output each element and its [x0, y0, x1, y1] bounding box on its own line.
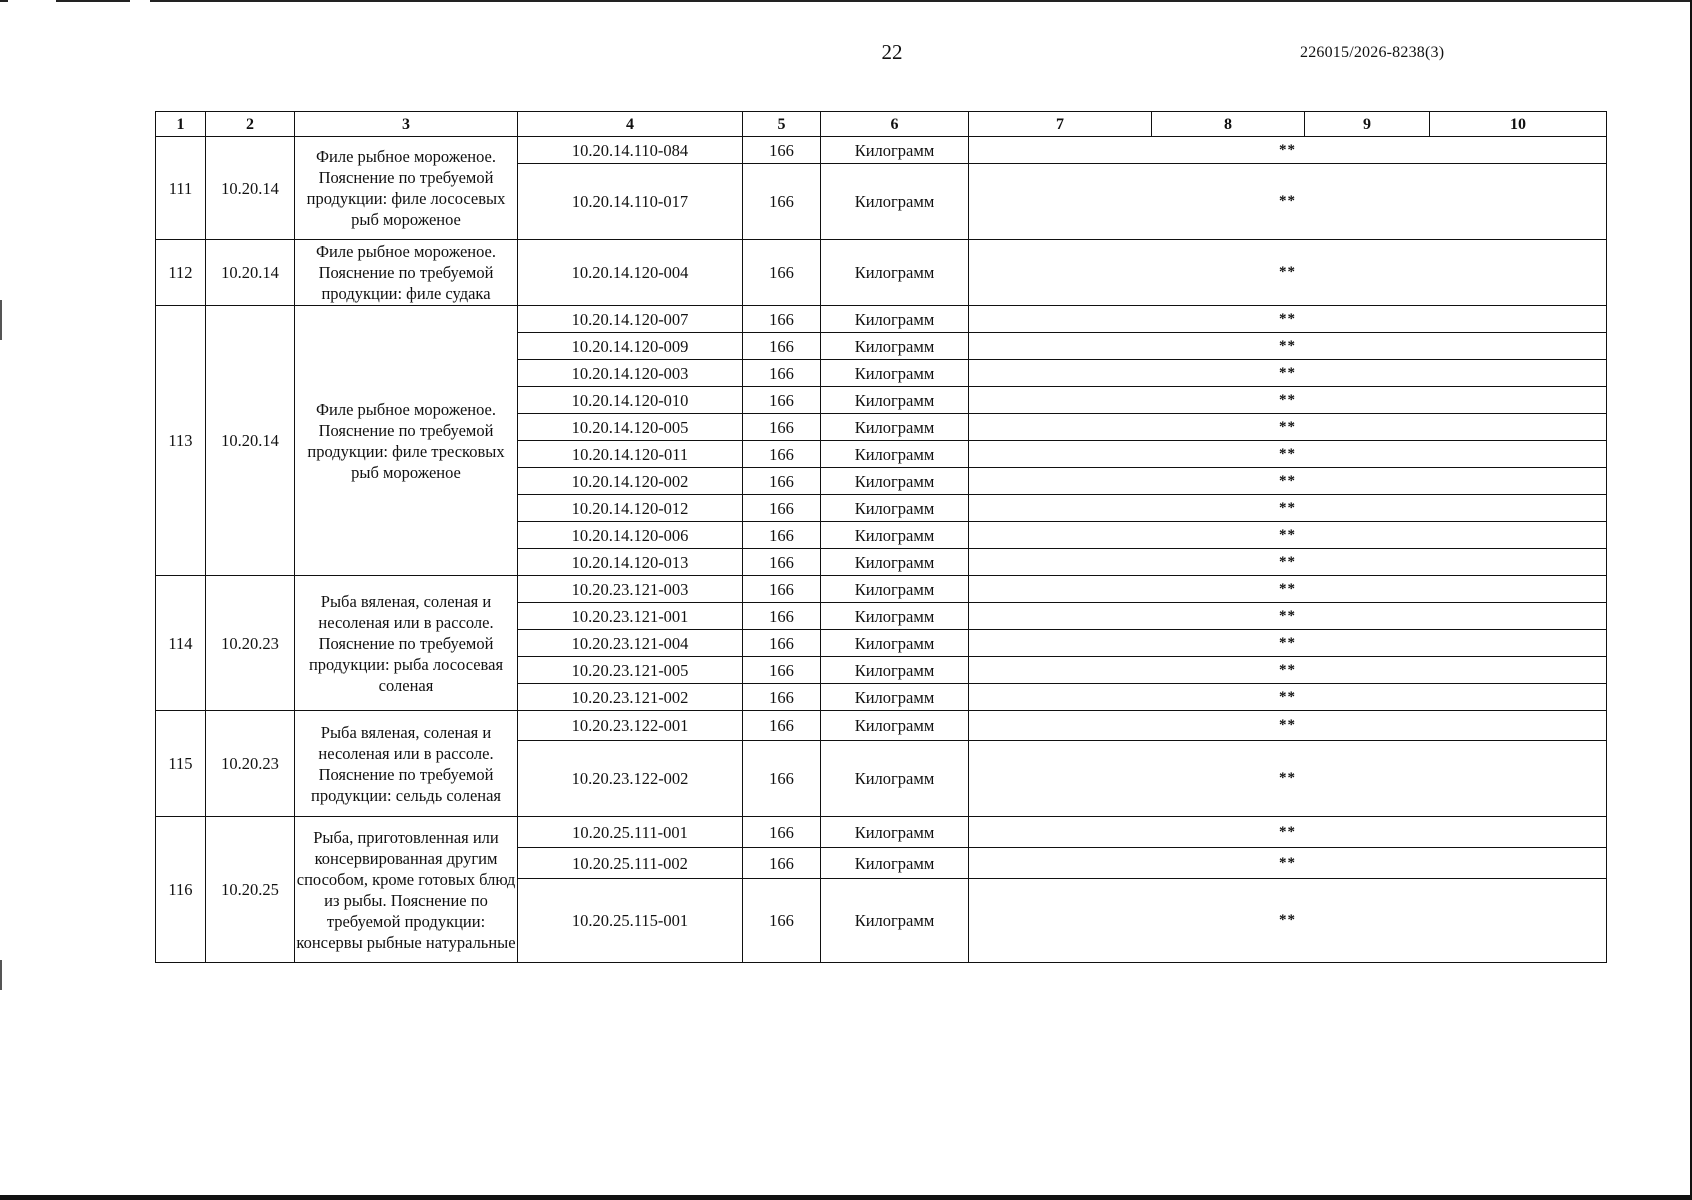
unit-name: Килограмм [821, 468, 969, 495]
ktru-code: 10.20.23.121-005 [518, 657, 743, 684]
merged-value-cell: ** [969, 741, 1607, 817]
header-col-9: 9 [1305, 112, 1430, 137]
unit-name: Килограмм [821, 630, 969, 657]
merged-value-cell: ** [969, 441, 1607, 468]
okei-code: 166 [743, 333, 821, 360]
unit-name: Килограмм [821, 657, 969, 684]
row-number: 115 [156, 711, 206, 817]
okei-code: 166 [743, 414, 821, 441]
merged-value-cell: ** [969, 630, 1607, 657]
scan-edge-mark [0, 960, 2, 990]
row-number: 113 [156, 306, 206, 576]
product-description: Рыба вяленая, соленая и несоленая или в рассоле. Пояснение по требуемой продукции: сельдь соленая [295, 711, 518, 817]
product-description: Филе рыбное мороженое. Пояснение по требуемой продукции: филе судака [295, 240, 518, 306]
okei-code: 166 [743, 684, 821, 711]
row-number: 111 [156, 137, 206, 240]
table-row [156, 711, 1607, 741]
header-col-7: 7 [969, 112, 1152, 137]
unit-name: Килограмм [821, 164, 969, 240]
table-row [156, 576, 1607, 603]
merged-value-cell: ** [969, 711, 1607, 741]
okei-code: 166 [743, 240, 821, 306]
header-col-5: 5 [743, 112, 821, 137]
unit-name: Килограмм [821, 240, 969, 306]
ktru-code: 10.20.14.120-005 [518, 414, 743, 441]
document-code: 226015/2026-8238(3) [1300, 44, 1445, 61]
okei-code: 166 [743, 522, 821, 549]
merged-value-cell: ** [969, 333, 1607, 360]
merged-value-cell: ** [969, 657, 1607, 684]
okei-code: 166 [743, 657, 821, 684]
unit-name: Килограмм [821, 414, 969, 441]
ktru-code: 10.20.14.110-017 [518, 164, 743, 240]
merged-value-cell: ** [969, 522, 1607, 549]
merged-value-cell: ** [969, 468, 1607, 495]
unit-name: Килограмм [821, 495, 969, 522]
ktru-code: 10.20.25.111-001 [518, 817, 743, 848]
table-row [156, 137, 1607, 164]
merged-value-cell: ** [969, 684, 1607, 711]
row-number: 116 [156, 817, 206, 963]
okpd-code: 10.20.14 [206, 306, 295, 576]
merged-value-cell: ** [969, 549, 1607, 576]
ktru-code: 10.20.23.121-001 [518, 603, 743, 630]
ktru-code: 10.20.23.122-002 [518, 741, 743, 817]
merged-value-cell: ** [969, 360, 1607, 387]
table-row [156, 817, 1607, 848]
row-number: 112 [156, 240, 206, 306]
merged-value-cell: ** [969, 306, 1607, 333]
ktru-code: 10.20.23.122-001 [518, 711, 743, 741]
unit-name: Килограмм [821, 576, 969, 603]
ktru-code: 10.20.23.121-002 [518, 684, 743, 711]
unit-name: Килограмм [821, 603, 969, 630]
okei-code: 166 [743, 630, 821, 657]
okpd-code: 10.20.23 [206, 711, 295, 817]
scan-edge-top [0, 0, 1692, 2]
unit-name: Килограмм [821, 137, 969, 164]
unit-name: Килограмм [821, 848, 969, 879]
unit-name: Килограмм [821, 741, 969, 817]
table-row [156, 240, 1607, 306]
merged-value-cell: ** [969, 848, 1607, 879]
product-description: Филе рыбное мороженое. Пояснение по требуемой продукции: филе тресковых рыб мороженое [295, 306, 518, 576]
ktru-code: 10.20.14.120-003 [518, 360, 743, 387]
product-description: Рыба вяленая, соленая и несоленая или в рассоле. Пояснение по требуемой продукции: рыба лососевая соленая [295, 576, 518, 711]
ktru-code: 10.20.14.120-013 [518, 549, 743, 576]
header-col-3: 3 [295, 112, 518, 137]
ktru-code: 10.20.14.120-012 [518, 495, 743, 522]
unit-name: Килограмм [821, 522, 969, 549]
okei-code: 166 [743, 441, 821, 468]
okei-code: 166 [743, 549, 821, 576]
ktru-code: 10.20.23.121-003 [518, 576, 743, 603]
header-col-4: 4 [518, 112, 743, 137]
unit-name: Килограмм [821, 333, 969, 360]
okei-code: 166 [743, 576, 821, 603]
ktru-code: 10.20.25.111-002 [518, 848, 743, 879]
ktru-code: 10.20.14.120-002 [518, 468, 743, 495]
okei-code: 166 [743, 360, 821, 387]
merged-value-cell: ** [969, 240, 1607, 306]
ktru-code: 10.20.14.110-084 [518, 137, 743, 164]
unit-name: Килограмм [821, 306, 969, 333]
header-col-8: 8 [1152, 112, 1305, 137]
unit-name: Килограмм [821, 879, 969, 963]
merged-value-cell: ** [969, 576, 1607, 603]
scan-edge-bottom [0, 1195, 1692, 1200]
okei-code: 166 [743, 879, 821, 963]
merged-value-cell: ** [969, 495, 1607, 522]
merged-value-cell: ** [969, 164, 1607, 240]
okpd-code: 10.20.25 [206, 817, 295, 963]
ktru-code: 10.20.14.120-009 [518, 333, 743, 360]
okei-code: 166 [743, 817, 821, 848]
okei-code: 166 [743, 495, 821, 522]
okei-code: 166 [743, 306, 821, 333]
merged-value-cell: ** [969, 817, 1607, 848]
okei-code: 166 [743, 468, 821, 495]
ktru-code: 10.20.14.120-006 [518, 522, 743, 549]
unit-name: Килограмм [821, 817, 969, 848]
okei-code: 166 [743, 603, 821, 630]
okei-code: 166 [743, 387, 821, 414]
merged-value-cell: ** [969, 879, 1607, 963]
okei-code: 166 [743, 848, 821, 879]
okpd-code: 10.20.23 [206, 576, 295, 711]
merged-value-cell: ** [969, 414, 1607, 441]
unit-name: Килограмм [821, 711, 969, 741]
unit-name: Килограмм [821, 387, 969, 414]
table-header-row [156, 112, 1607, 137]
product-description: Филе рыбное мороженое. Пояснение по требуемой продукции: филе лососевых рыб мороженое [295, 137, 518, 240]
header-col-2: 2 [206, 112, 295, 137]
ktru-code: 10.20.14.120-007 [518, 306, 743, 333]
products-table [155, 111, 1607, 963]
ktru-code: 10.20.25.115-001 [518, 879, 743, 963]
okei-code: 166 [743, 711, 821, 741]
header-col-1: 1 [156, 112, 206, 137]
product-description: Рыба, приготовленная или консервированная другим способом, кроме готовых блюд из рыбы. Пояснение по требуемой продукции: консервы рыбные натуральные [295, 817, 518, 963]
ktru-code: 10.20.14.120-004 [518, 240, 743, 306]
table-row [156, 306, 1607, 333]
merged-value-cell: ** [969, 603, 1607, 630]
okpd-code: 10.20.14 [206, 137, 295, 240]
okei-code: 166 [743, 164, 821, 240]
unit-name: Килограмм [821, 360, 969, 387]
unit-name: Килограмм [821, 549, 969, 576]
header-col-6: 6 [821, 112, 969, 137]
ktru-code: 10.20.23.121-004 [518, 630, 743, 657]
okei-code: 166 [743, 137, 821, 164]
merged-value-cell: ** [969, 387, 1607, 414]
page-number: 22 [881, 40, 903, 64]
header-col-10: 10 [1430, 112, 1607, 137]
unit-name: Килограмм [821, 441, 969, 468]
unit-name: Килограмм [821, 684, 969, 711]
ktru-code: 10.20.14.120-011 [518, 441, 743, 468]
scan-edge-mark [0, 300, 2, 340]
okpd-code: 10.20.14 [206, 240, 295, 306]
ktru-code: 10.20.14.120-010 [518, 387, 743, 414]
okei-code: 166 [743, 741, 821, 817]
merged-value-cell: ** [969, 137, 1607, 164]
row-number: 114 [156, 576, 206, 711]
